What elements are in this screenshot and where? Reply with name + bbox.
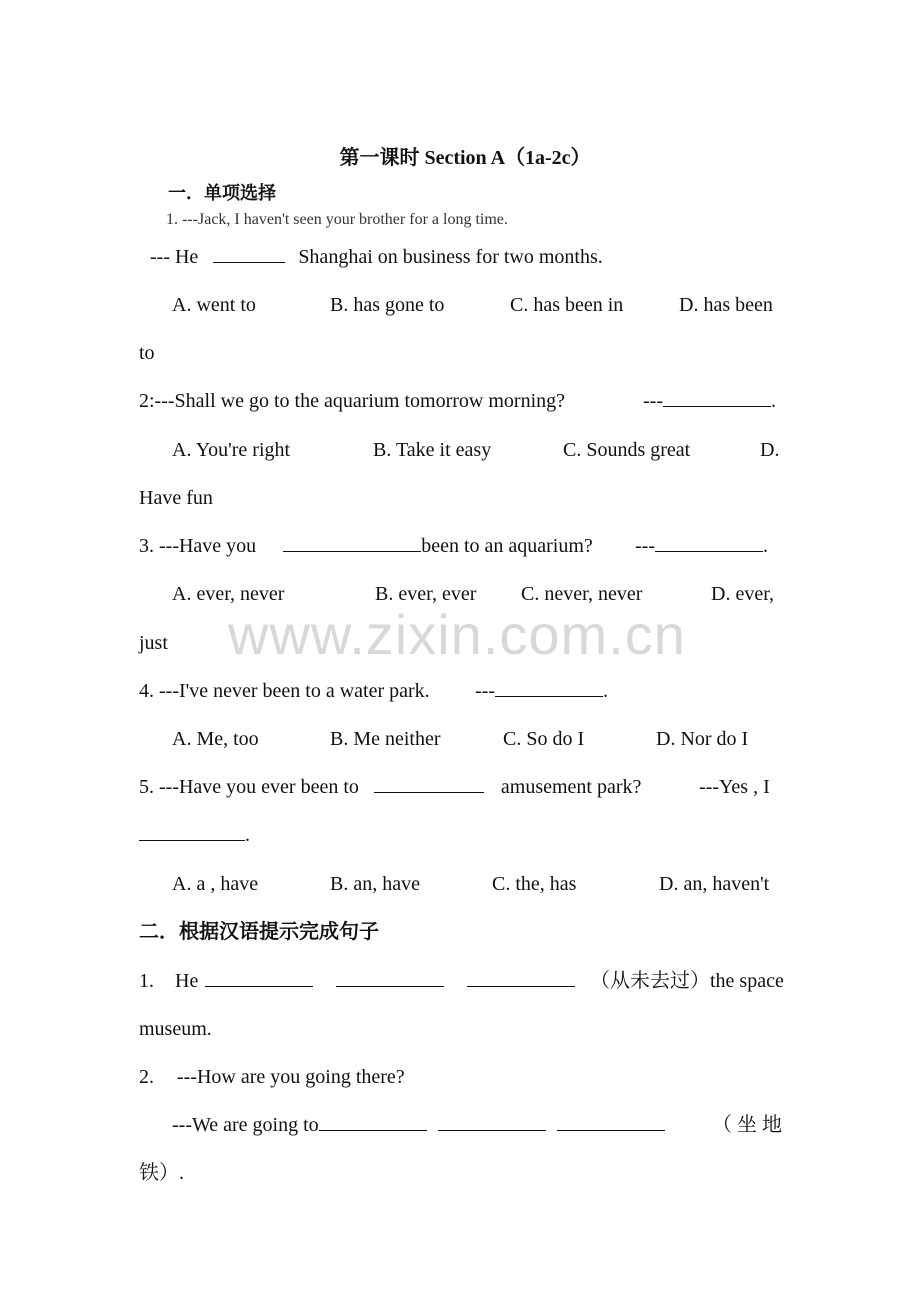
s1-hint: （从未去过）the space <box>590 970 784 992</box>
q4-blank <box>495 678 603 697</box>
q3-question <box>139 533 593 559</box>
s2-wrap: 铁）. <box>139 1162 184 1184</box>
q5-prefix: 5. ---Have you ever been to <box>139 776 359 798</box>
q4-option-a: A. Me, too <box>172 728 259 750</box>
q1-line1: 1. ---Jack, I haven't seen your brother for a long time. <box>166 211 508 228</box>
q3-option-d: D. ever, <box>711 583 775 605</box>
q2-question: 2:---Shall we go to the aquarium tomorrow morning? <box>139 390 566 412</box>
q2-option-d-wrap: Have fun <box>139 487 213 509</box>
q3-option-c: C. never, never <box>521 583 643 605</box>
s2-line2 <box>172 1112 665 1138</box>
q1-option-d-wrap: to <box>139 342 155 364</box>
s1-blank-3 <box>467 968 575 987</box>
q3-answer-blank <box>655 533 763 552</box>
q4-question: 4. ---I've never been to a water park. <box>139 680 430 702</box>
q1-option-d: D. has been <box>679 294 773 316</box>
s1-wrap: museum. <box>139 1018 212 1040</box>
q4-answer-end: . <box>602 680 608 702</box>
q5-question <box>139 774 641 800</box>
q3-option-a: A. ever, never <box>172 583 285 605</box>
s2-blank-1 <box>319 1112 427 1131</box>
q3-option-d-wrap: just <box>139 632 168 654</box>
page-title: 第一课时 Section A（1a-2c） <box>339 147 591 169</box>
q3-answer <box>635 533 768 559</box>
section-heading-choice: 一．单项选择 <box>168 183 276 203</box>
q1-option-a: A. went to <box>172 294 256 316</box>
q3-blank <box>283 533 421 552</box>
q5-suffix: amusement park? <box>500 776 642 798</box>
s2-blank-2 <box>438 1112 546 1131</box>
q2-answer-prefix: --- <box>643 390 663 412</box>
q1-option-b: B. has gone to <box>330 294 445 316</box>
section-heading-sentences: 二．根据汉语提示完成句子 <box>139 921 379 943</box>
q3-option-b: B. ever, ever <box>375 583 477 605</box>
s1-blank-1 <box>205 968 313 987</box>
q5-option-c: C. the, has <box>492 873 577 895</box>
q2-option-b: B. Take it easy <box>373 439 492 461</box>
q1-option-c: C. has been in <box>510 294 624 316</box>
q4-answer-prefix: --- <box>475 680 495 702</box>
q2-answer-end: . <box>770 390 776 412</box>
s2-number: 2. <box>139 1066 154 1088</box>
q1-prefix: --- He <box>150 246 199 268</box>
q3-prefix: 3. ---Have you <box>139 535 257 557</box>
s2-line1 <box>139 1064 405 1090</box>
s2-blank-3 <box>557 1112 665 1131</box>
s1-number: 1. <box>139 970 154 992</box>
s2-line2-text: ---We are going to <box>172 1114 319 1136</box>
q2-answer <box>643 388 776 414</box>
s2-question: ---How are you going there? <box>177 1066 405 1088</box>
q2-blank <box>663 388 771 407</box>
s2-hint: （ 坐 地 <box>712 1114 782 1136</box>
watermark: www.zixin.com.cn <box>228 603 686 666</box>
s1-line <box>139 968 575 994</box>
q5-answer-end: . <box>245 824 250 846</box>
q1-line2 <box>150 244 603 270</box>
q2-option-a: A. You're right <box>172 439 291 461</box>
q4-answer <box>475 678 608 704</box>
q5-blank <box>374 774 484 793</box>
q2-option-d: D. <box>760 439 780 461</box>
q5-option-a: A. a , have <box>172 873 259 895</box>
q1-blank <box>213 244 285 263</box>
q3-answer-prefix: --- <box>635 535 655 557</box>
q2-option-c: C. Sounds great <box>563 439 691 461</box>
q5-option-d: D. an, haven't <box>659 873 770 895</box>
q4-option-b: B. Me neither <box>330 728 441 750</box>
q5-answer-line <box>139 822 250 848</box>
s1-word: He <box>175 970 199 992</box>
q3-answer-end: . <box>762 535 768 557</box>
s1-blank-2 <box>336 968 444 987</box>
q5-answer: ---Yes , I <box>699 776 770 798</box>
q1-suffix: Shanghai on business for two months. <box>298 246 603 268</box>
q3-suffix: been to an aquarium? <box>421 535 593 557</box>
q5-option-b: B. an, have <box>330 873 420 895</box>
q4-option-d: D. Nor do I <box>656 728 749 750</box>
q4-option-c: C. So do I <box>503 728 585 750</box>
q5-answer-blank <box>139 822 245 841</box>
